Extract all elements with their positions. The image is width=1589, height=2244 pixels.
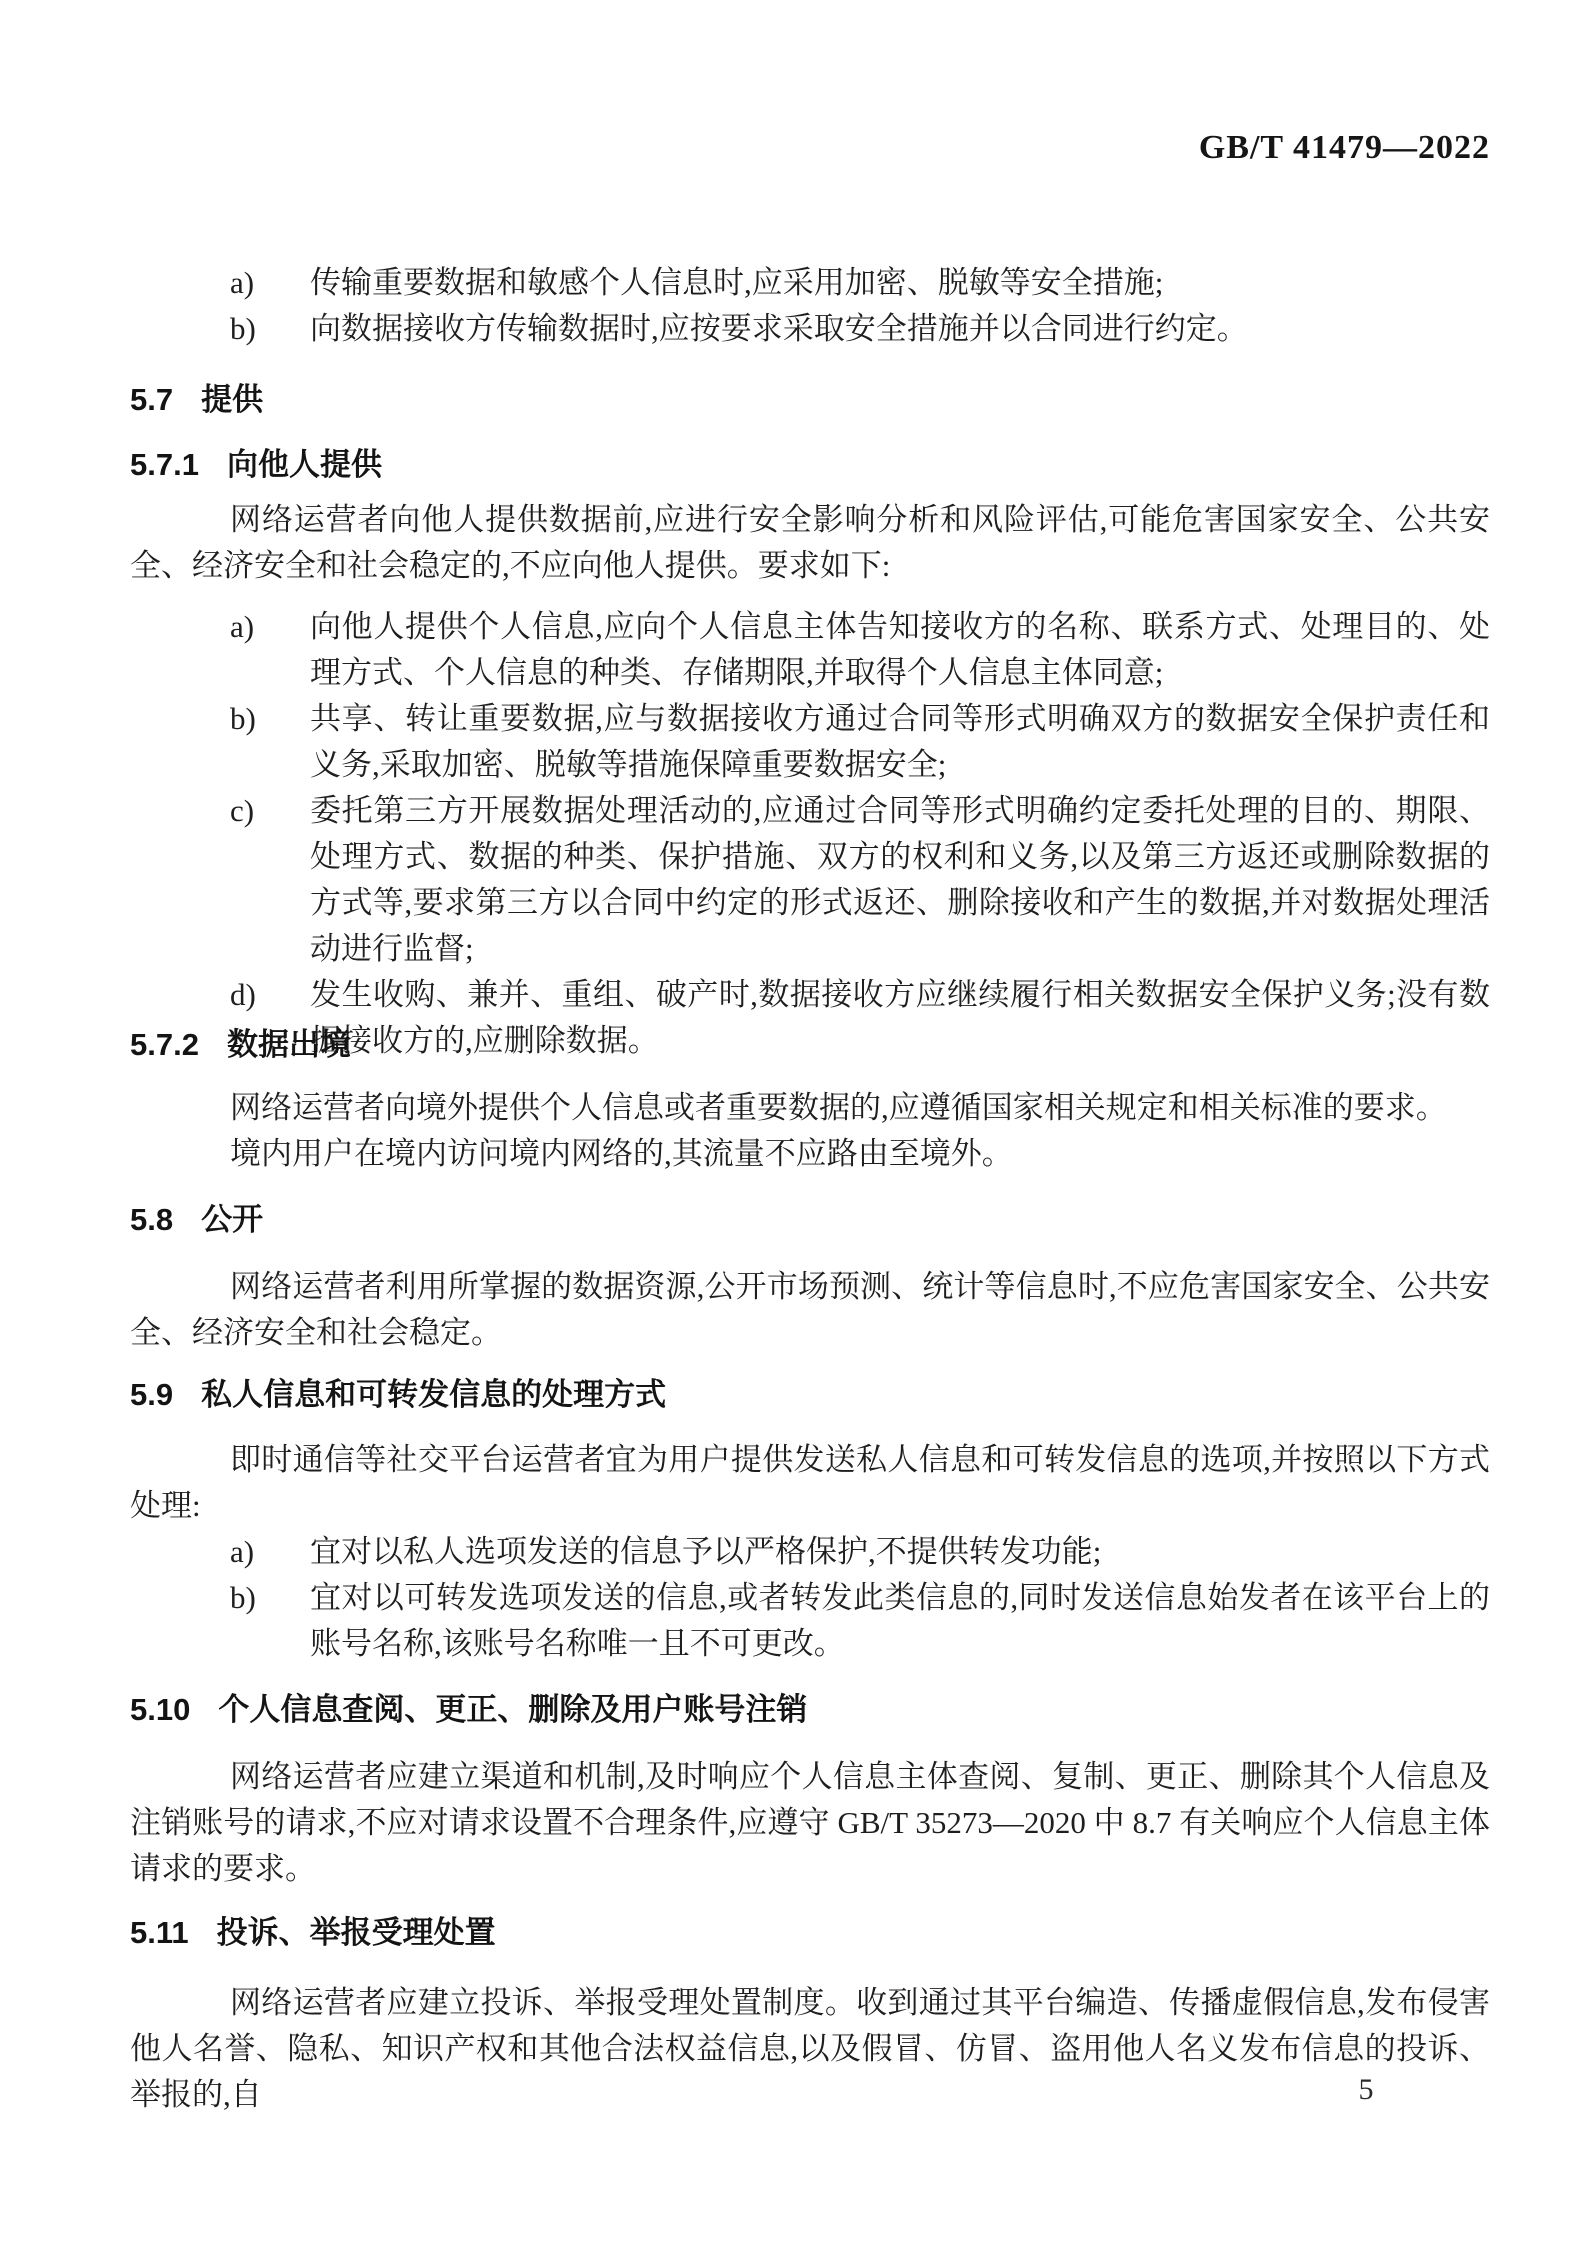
list-item-text: 向数据接收方传输数据时,应按要求采取安全措施并以合同进行约定。: [310, 311, 1248, 346]
section-title: 个人信息查阅、更正、删除及用户账号注销: [218, 1692, 808, 1727]
paragraph: 网络运营者向境外提供个人信息或者重要数据的,应遵循国家相关规定和相关标准的要求。: [230, 1090, 1447, 1125]
paragraph: 网络运营者向他人提供数据前,应进行安全影响分析和风险评估,可能危害国家安全、公共安全、经济安全和社会稳定的,不应向他人提供。要求如下:: [130, 502, 1490, 583]
paragraph: 网络运营者应建立渠道和机制,及时响应个人信息主体查阅、复制、更正、删除其个人信息及注销账号的请求,不应对请求设置不合理条件,应遵守 GB/T 35273—2020 中 8.7 有关响应个人信息主体请求的要求。: [130, 1759, 1490, 1886]
list-item-text: 共享、转让重要数据,应与数据接收方通过合同等形式明确双方的数据安全保护责任和义务,采取加密、脱敏等措施保障重要数据安全;: [310, 701, 1490, 782]
section-heading-5-7-1: [130, 442, 1490, 488]
list-item-label: d): [230, 977, 256, 1012]
list-item: [130, 604, 1490, 696]
list-item-label: b): [230, 311, 256, 346]
list-item-label: a): [230, 265, 255, 300]
list-item-label: c): [230, 793, 255, 828]
list-item: [130, 696, 1490, 788]
section-title: 提供: [201, 382, 264, 417]
section-heading-5-8: [130, 1197, 1490, 1243]
list-item-text: 宜对以私人选项发送的信息予以严格保护,不提供转发功能;: [310, 1534, 1102, 1569]
list-item-text: 向他人提供个人信息,应向个人信息主体告知接收方的名称、联系方式、处理目的、处理方式、个人信息的种类、存储期限,并取得个人信息主体同意;: [310, 609, 1490, 690]
list-item-label: b): [230, 701, 256, 736]
section-title: 私人信息和可转发信息的处理方式: [201, 1377, 667, 1412]
list-item-label: a): [230, 1534, 255, 1569]
list-item-label: b): [230, 1580, 256, 1615]
section-number: 5.8: [130, 1202, 174, 1237]
list-5-7-1: [130, 604, 1490, 1064]
list-intro: [130, 260, 1490, 352]
list-item-text: 传输重要数据和敏感个人信息时,应采用加密、脱敏等安全措施;: [310, 265, 1164, 300]
paragraph: 即时通信等社交平台运营者宜为用户提供发送私人信息和可转发信息的选项,并按照以下方式处理:: [130, 1442, 1490, 1523]
list-item: [130, 306, 1490, 352]
paragraph-group: [130, 1085, 1490, 1177]
paragraph: 境内用户在境内访问境内网络的,其流量不应路由至境外。: [230, 1136, 1013, 1171]
list-item: [130, 1529, 1490, 1575]
section-title: 向他人提供: [226, 447, 382, 482]
paragraph: 网络运营者应建立投诉、举报受理处置制度。收到通过其平台编造、传播虚假信息,发布侵害他人名誉、隐私、知识产权和其他合法权益信息,以及假冒、仿冒、盗用他人名义发布信息的投诉、举报的,自: [130, 1985, 1490, 2112]
list-item-text: 委托第三方开展数据处理活动的,应通过合同等形式明确约定委托处理的目的、期限、处理方式、数据的种类、保护措施、双方的权利和义务,以及第三方返还或删除数据的方式等,要求第三方以合同中约定的形式返还、删除接收和产生的数据,并对数据处理活动进行监督;: [310, 793, 1490, 966]
list-5-9: [130, 1529, 1490, 1667]
page-number: 5: [1358, 2073, 1374, 2106]
section-title: 投诉、举报受理处置: [216, 1915, 496, 1950]
section-number: 5.7.1: [130, 447, 199, 482]
list-item-label: a): [230, 609, 255, 644]
doc-code: GB/T 41479—2022: [1198, 129, 1490, 166]
section-heading-5-7-2: [130, 1022, 1490, 1068]
section-heading-5-7: [130, 377, 1490, 423]
list-item-text: 发生收购、兼并、重组、破产时,数据接收方应继续履行相关数据安全保护义务;没有数据接收方的,应删除数据。: [310, 977, 1490, 1058]
list-item-text: 宜对以可转发选项发送的信息,或者转发此类信息的,同时发送信息始发者在该平台上的账号名称,该账号名称唯一且不可更改。: [310, 1580, 1490, 1661]
section-number: 5.10: [130, 1692, 191, 1727]
section-title: 公开: [201, 1202, 264, 1237]
section-number: 5.7: [130, 382, 174, 417]
list-item: [130, 788, 1490, 972]
section-number: 5.11: [130, 1915, 189, 1950]
list-item: [130, 260, 1490, 306]
paragraph: 网络运营者利用所掌握的数据资源,公开市场预测、统计等信息时,不应危害国家安全、公共安全、经济安全和社会稳定。: [130, 1269, 1490, 1350]
section-heading-5-9: [130, 1372, 1490, 1418]
section-number: 5.9: [130, 1377, 174, 1412]
section-heading-5-11: [130, 1910, 1490, 1956]
section-number: 5.7.2: [130, 1027, 199, 1062]
section-title: 数据出境: [226, 1027, 351, 1062]
section-heading-5-10: [130, 1687, 1490, 1733]
list-item: [130, 1575, 1490, 1667]
